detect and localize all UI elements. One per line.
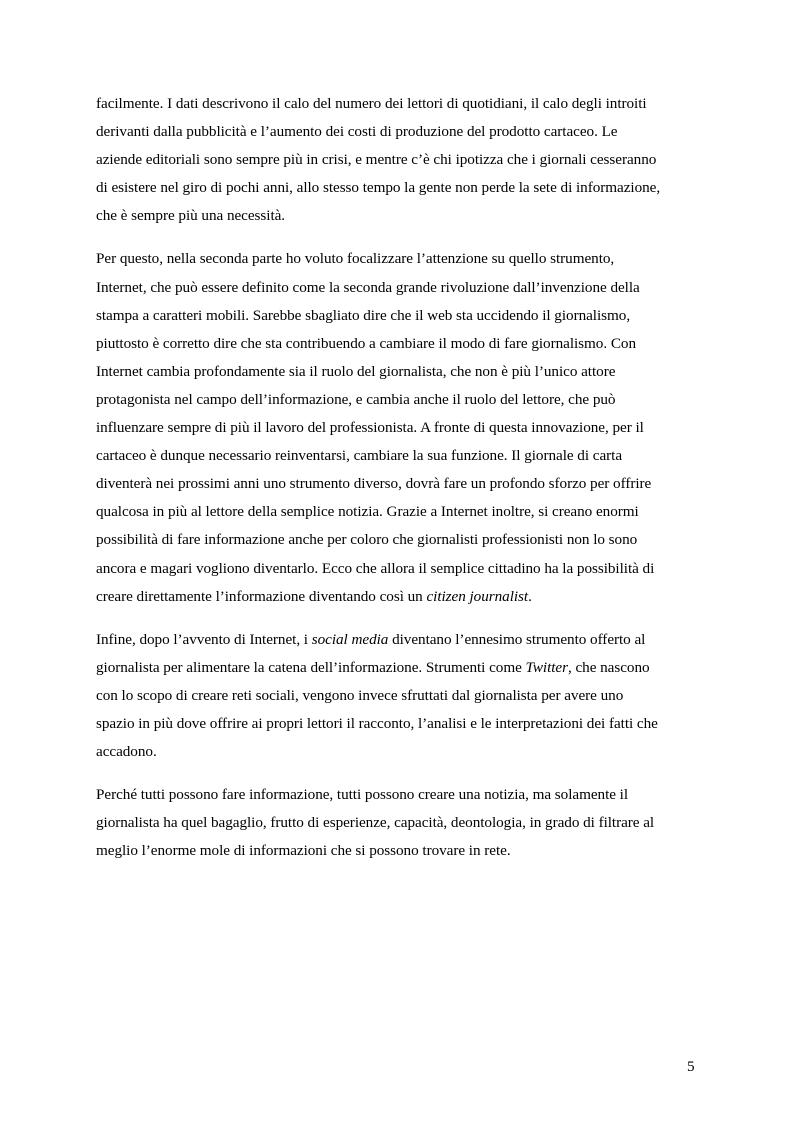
text-line — [96, 654, 706, 682]
text-line — [96, 90, 706, 118]
text-segment: giornalista per alimentare la catena dell’informazione. Strumenti come — [96, 658, 526, 676]
text-line — [96, 358, 706, 386]
text-segment: Infine, dopo l’avvento di Internet, i — [96, 630, 312, 648]
text-line — [96, 626, 706, 654]
text-segment: che è sempre più una necessità. — [96, 207, 286, 225]
page-number: 5 — [687, 1058, 695, 1075]
text-line — [96, 583, 706, 611]
text-segment: influenzare sempre di più il lavoro del professionista. A fronte di questa innovazione, per il — [96, 419, 644, 437]
text-line — [96, 146, 706, 174]
text-segment: creare direttamente l’informazione diventando così un — [96, 587, 427, 605]
italic-term: citizen journalist — [426, 587, 529, 605]
text-segment: cartaceo è dunque necessario reinventarsi, cambiare la sua funzione. Il giornale di carta — [96, 447, 623, 465]
text-line — [96, 118, 706, 146]
text-line — [96, 470, 706, 498]
text-segment: piuttosto è corretto dire che sta contribuendo a cambiare il modo di fare giornalismo. Con — [96, 334, 636, 352]
text-segment: accadono. — [96, 743, 157, 761]
body-text — [96, 90, 706, 865]
text-line — [96, 526, 706, 554]
text-line — [96, 330, 706, 358]
text-line — [96, 809, 706, 837]
text-line — [96, 498, 706, 526]
italic-term: social media — [311, 630, 389, 648]
text-line — [96, 442, 706, 470]
text-line — [96, 245, 706, 273]
text-segment: . — [528, 587, 532, 605]
text-segment: facilmente. I dati descrivono il calo del numero dei lettori di quotidiani, il calo degli introiti — [96, 95, 647, 112]
text-line — [96, 302, 706, 330]
text-segment: derivanti dalla pubblicità e l’aumento dei costi di produzione del prodotto cartaceo. Le — [96, 123, 618, 141]
italic-term: Twitter — [525, 658, 568, 676]
paragraph — [96, 245, 706, 610]
paragraph — [96, 781, 706, 865]
text-line — [96, 202, 706, 230]
text-segment: meglio l’enorme mole di informazioni che si possono trovare in rete. — [96, 842, 511, 860]
text-segment: possibilità di fare informazione anche per coloro che giornalisti professionisti non lo sono — [96, 531, 638, 549]
text-segment: qualcosa in più al lettore della semplice notizia. Grazie a Internet inoltre, si creano enormi — [96, 503, 639, 521]
text-line — [96, 682, 706, 710]
text-segment: aziende editoriali sono sempre più in crisi, e mentre c’è chi ipotizza che i giornali cesseranno — [96, 151, 657, 169]
text-segment: con lo scopo di creare reti sociali, vengono invece sfruttati dal giornalista per avere uno — [96, 686, 624, 704]
text-line — [96, 710, 706, 738]
text-segment: spazio in più dove offrire ai propri lettori il racconto, l’analisi e le interpretazioni dei fatti che — [96, 714, 658, 732]
paragraph — [96, 90, 706, 230]
text-segment: stampa a caratteri mobili. Sarebbe sbagliato dire che il web sta uccidendo il giornalismo, — [96, 306, 631, 324]
text-line — [96, 274, 706, 302]
text-segment: protagonista nel campo dell’informazione, e cambia anche il ruolo del lettore, che può — [96, 390, 616, 408]
text-segment: di esistere nel giro di pochi anni, allo stesso tempo la gente non perde la sete di informazione, — [96, 179, 661, 197]
text-line — [96, 414, 706, 442]
text-segment: Internet, che può essere definito come la seconda grande rivoluzione dall’invenzione della — [96, 278, 640, 296]
text-segment: Per questo, nella seconda parte ho voluto focalizzare l’attenzione su quello strumento, — [96, 250, 615, 268]
text-line — [96, 555, 706, 583]
text-line — [96, 738, 706, 766]
text-line — [96, 837, 706, 865]
text-segment: Internet cambia profondamente sia il ruolo del giornalista, che non è più l’unico attore — [96, 362, 616, 380]
text-segment: diventano l’ennesimo strumento offerto al — [388, 630, 646, 648]
text-segment: ancora e magari vogliono diventarlo. Ecco che allora il semplice cittadino ha la possibilità di — [96, 559, 655, 577]
text-segment: giornalista ha quel bagaglio, frutto di esperienze, capacità, deontologia, in grado di filtrare al — [96, 814, 655, 832]
text-segment: , che nascono — [567, 658, 650, 676]
text-segment: Perché tutti possono fare informazione, tutti possono creare una notizia, ma solamente il — [96, 786, 629, 804]
text-line — [96, 781, 706, 809]
paragraph — [96, 626, 706, 766]
text-line — [96, 386, 706, 414]
text-line — [96, 174, 706, 202]
text-segment: diventerà nei prossimi anni uno strumento diverso, dovrà fare un profondo sforzo per offrire — [96, 475, 652, 493]
